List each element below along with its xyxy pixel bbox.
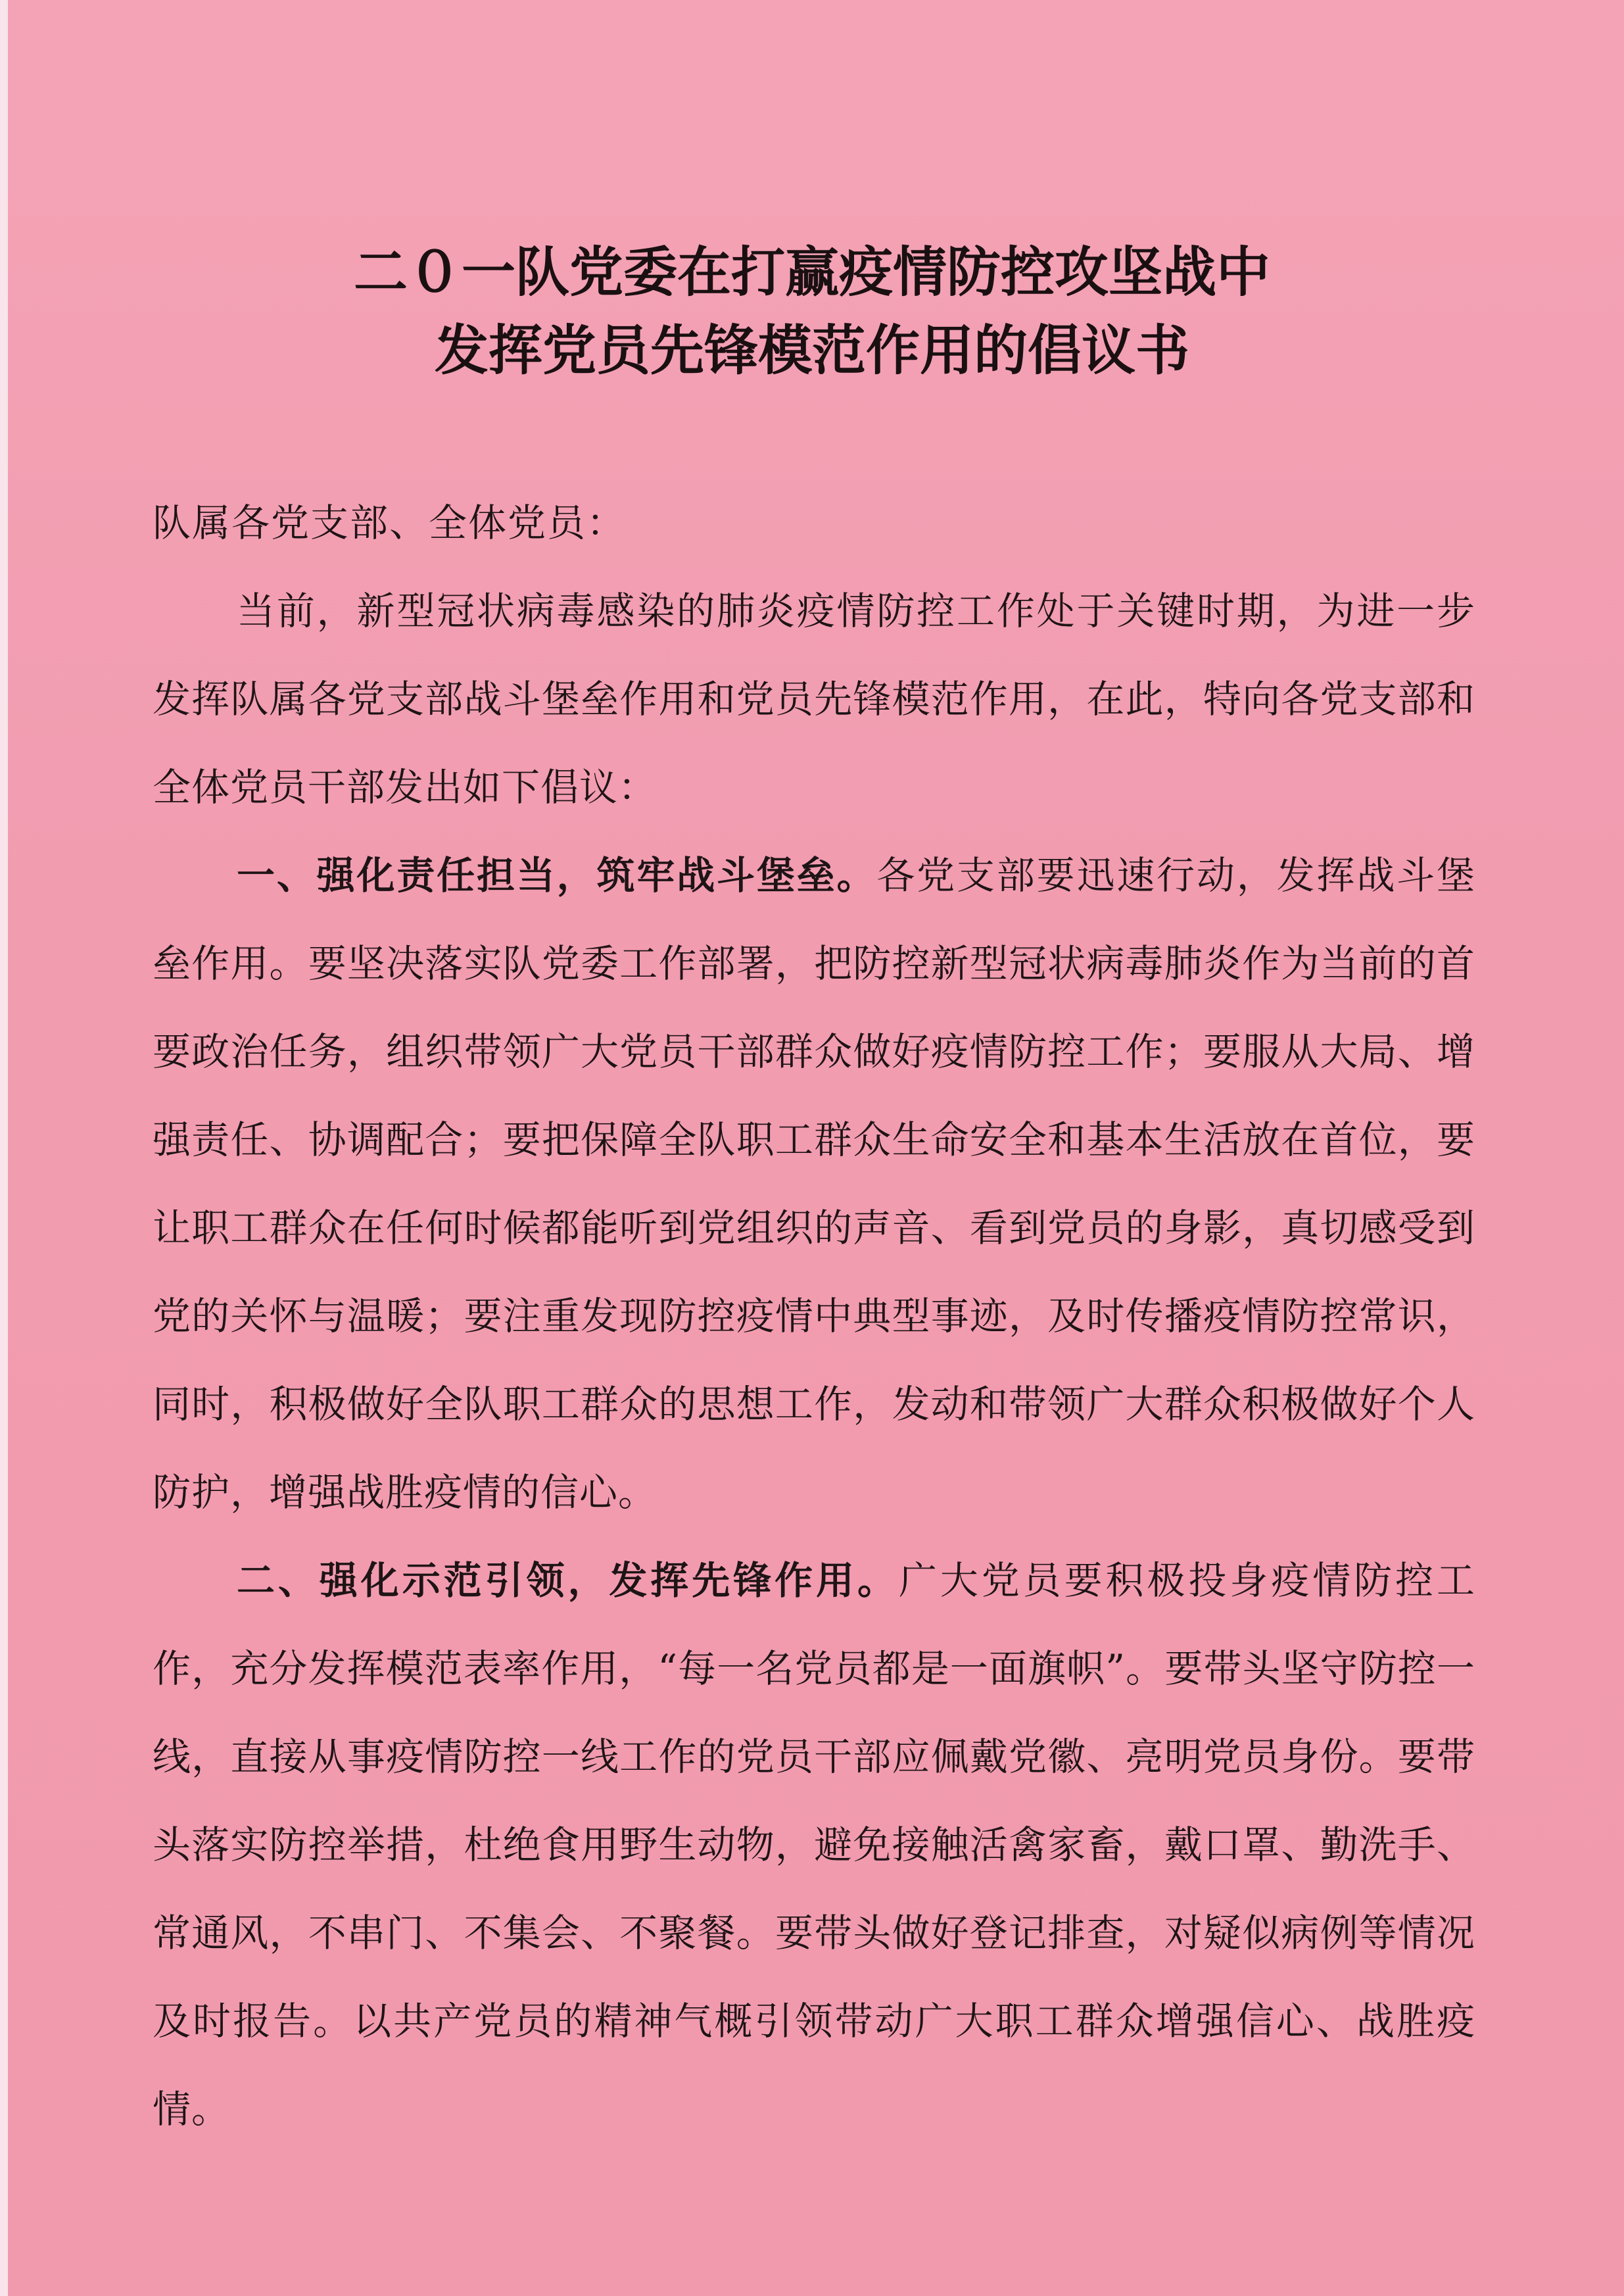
section-1-paragraph (153, 831, 1475, 1536)
section-2-paragraph (153, 1536, 1475, 2153)
salutation: 队属各党支部、全体党员： (153, 501, 627, 545)
section-2-heading: 二、强化示范引领，发挥先锋作用。 (237, 1558, 899, 1603)
document-title-line-2: 发挥党员先锋模范作用的倡议书 (434, 320, 1189, 382)
document-title-line-1: 二０一队党委在打赢疫情防控攻坚战中 (353, 241, 1270, 304)
intro-paragraph: 当前，新型冠状病毒感染的肺炎疫情防控工作处于关键时期，为进一步发挥队属各党支部战斗堡垒作用和党员先锋模范作用，在此，特向各党支部和全体党员干部发出如下倡议： (153, 589, 1475, 810)
section-2-body: 广大党员要积极投身疫情防控工作，充分发挥模范表率作用，“每一名党员都是一面旗帜”。要带头坚守防控一线，直接从事疫情防控一线工作的党员干部应佩戴党徽、亮明党员身份。要带头落实防控举措，杜绝食用野生动物，避免接触活禽家畜，戴口罩、勤洗手、常通风，不串门、不集会、不聚餐。要带头做好登记排查，对疑似病例等情况及时报告。以共产党员的精神气概引领带动广大职工群众增强信心、战胜疫情。 (153, 1558, 1475, 2132)
section-1-body: 各党支部要迅速行动，发挥战斗堡垒作用。要坚决落实队党委工作部署，把防控新型冠状病毒肺炎作为当前的首要政治任务，组织带领广大党员干部群众做好疫情防控工作；要服从大局、增强责任、协调配合；要把保障全队职工群众生命安全和基本生活放在首位，要让职工群众在任何时候都能听到党组织的声音、看到党员的身影，真切感受到党的关怀与温暖；要注重发现防控疫情中典型事迹，及时传播疫情防控常识，同时，积极做好全队职工群众的思想工作，发动和带领广大群众积极做好个人防护，增强战胜疫情的信心。 (153, 853, 1475, 1515)
section-1-heading: 一、强化责任担当，筑牢战斗堡垒。 (237, 853, 877, 898)
